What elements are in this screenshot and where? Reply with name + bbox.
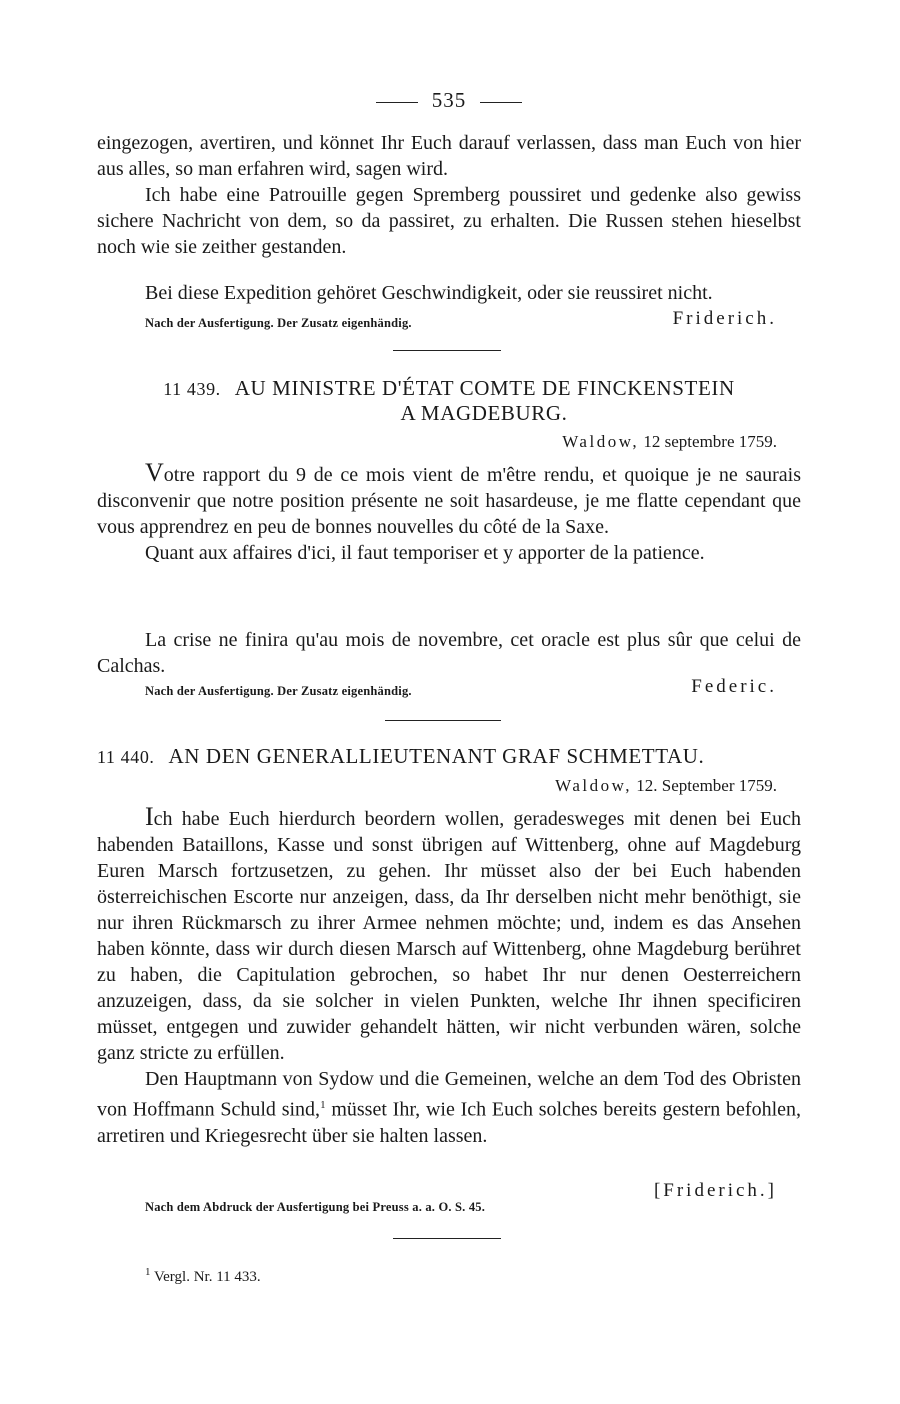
dateline-place: Waldow, — [562, 432, 640, 451]
paragraph: Den Hauptmann von Sydow und die Gemeinen, welche an dem Tod des Obristen von Hoffmann Schuld sind,$^1$ müsset Ihr, wie Ich Euch solches bereits gestern befohlen, arretiren und Kriegesrecht über sie halten lassen. — [97, 1068, 802, 1147]
signature: Friderich. — [672, 308, 777, 329]
footnote-mark: 1 — [145, 1266, 151, 1278]
section-rule — [393, 350, 501, 351]
letter-body — [97, 460, 801, 566]
source-signature-row — [97, 308, 801, 334]
continuation-text — [97, 130, 801, 260]
letter-recipient: AN DEN GENERALLIEUTENANT GRAF SCHMETTAU. — [168, 744, 705, 768]
page-number-dash-right — [480, 102, 522, 103]
paragraph: eingezogen, avertiren, und könnet Ihr Euch darauf verlassen, dass man Euch von hier aus alles, so man erfahren wird, sagen wird. — [97, 132, 801, 180]
signature: Federic. — [691, 676, 777, 697]
page-number-dash-left — [376, 102, 418, 103]
section-rule — [393, 1238, 501, 1239]
source-signature-row — [97, 676, 801, 702]
initial-letter: V — [145, 458, 164, 487]
letter-heading — [97, 744, 801, 769]
paragraph: Quant aux affaires d'ici, il faut temporiser et y apporter de la patience. — [145, 542, 705, 564]
paragraph: Votre rapport du 9 de ce mois vient de m'être rendu, et quoique je ne saurais disconvenir que notre position présente ne soit hasardeuse, je me flatte cependant que vous apprendrez en peu de bonnes nouvelles du côté de la Saxe. — [97, 458, 801, 538]
letter-postscript — [97, 627, 801, 679]
source-note: Nach der Ausfertigung. Der Zusatz eigenhändig. — [145, 684, 412, 698]
section-rule — [385, 720, 501, 721]
dateline-place: Waldow, — [555, 776, 633, 795]
paragraph: Ich habe eine Patrouille gegen Spremberg poussiret und gedenke also gewiss sichere Nachricht von dem, so da passiret, zu erhalten. Die Russen stehen hieselbst noch wie sie zeither gestanden. — [97, 184, 801, 258]
footnote-text: Vergl. Nr. 11 433. — [153, 1269, 261, 1285]
paragraph: Bei diese Expedition gehöret Geschwindigkeit, oder sie reussiret nicht. — [145, 282, 713, 304]
dateline — [97, 776, 801, 796]
page-number: 535 — [97, 88, 801, 113]
paragraph: Ich habe Euch hierdurch beordern wollen, geradesweges mit denen bei Euch habenden Bataillons, Kasse und sonst übrigen auf Wittenberg, ohne auf Magdeburg Euren Marsch fortzusetzen, zu gehen. Ihr müsset also der bei Euch habenden österreichischen Escorte nur anzeigen, dass, da Ihr derselben nicht mehr benöthigt, sie nur ihren Rückmarsch zu ihrer Armee nehmen möchte; und, indem es das Ansehen haben könnte, dass wir durch diesen Marsch auf Wittenberg, ohne Magdeburg berühret zu haben, die Capitulation gebrochen, so habet Ihr nur denen Oesterreichern anzuzeigen, dass, da sie solcher in vielen Punkten, welche Ihr ihnen specificiren müsset, entgegen und zuwider gehandelt hätten, wir nicht verbunden wären, solche ganz stricte zu erfüllen. — [97, 802, 801, 1064]
source-note: Nach der Ausfertigung. Der Zusatz eigenhändig. — [145, 316, 412, 330]
dateline-date: 12. September 1759. — [636, 776, 777, 795]
letter-recipient-line2: A MAGDEBURG. — [400, 401, 568, 425]
paragraph: La crise ne finira qu'au mois de novembre, cet oracle est plus sûr que celui de Calchas. — [97, 629, 801, 677]
initial-letter: I — [145, 802, 154, 831]
footnote-ref[interactable]: 1 — [320, 1099, 326, 1111]
letter-recipient: AU MINISTRE D'ÉTAT COMTE DE FINCKENSTEIN — [234, 376, 735, 400]
letter-number: 11 440. — [97, 747, 155, 767]
postscript — [97, 280, 801, 306]
dateline — [97, 432, 801, 452]
source-note: Nach dem Abdruck der Ausfertigung bei Preuss a. a. O. S. 45. — [145, 1200, 486, 1214]
letter-body — [97, 804, 801, 1149]
signature: [Friderich.] — [653, 1180, 777, 1201]
letter-heading — [97, 376, 801, 426]
letter-number: 11 439. — [163, 379, 221, 399]
dateline-date: 12 septembre 1759. — [643, 432, 777, 451]
